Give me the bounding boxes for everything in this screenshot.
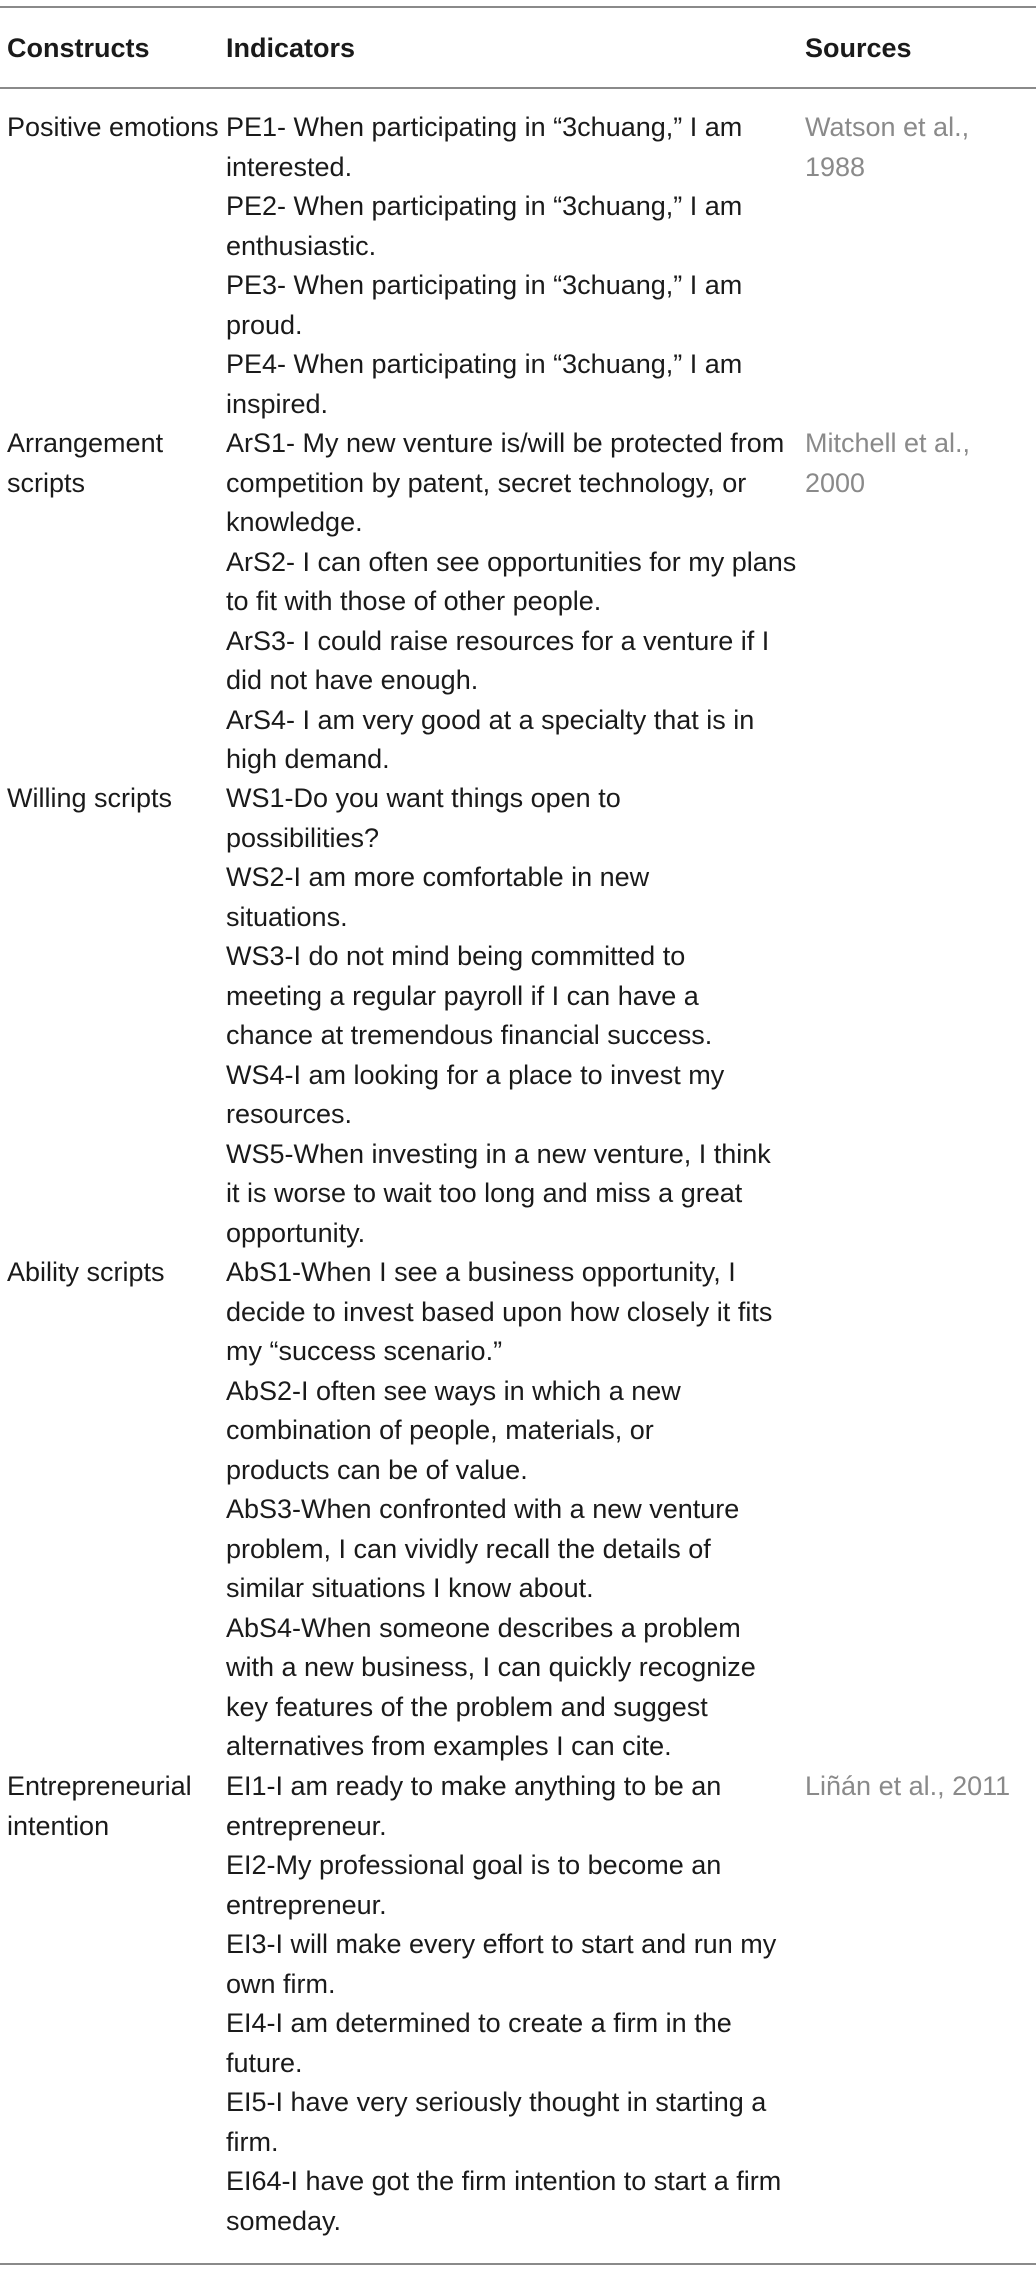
indicator-item: EI2-My professional goal is to become an entrepreneur. <box>226 1850 722 1920</box>
indicator-item: PE2- When participating in “3chuang,” I am enthusiastic. <box>226 191 743 261</box>
indicator-item: EI3-I will make every effort to start and run my own firm. <box>226 1929 777 1999</box>
indicator-item: AbS2-I often see ways in which a new combination of people, materials, or products can be of value. <box>226 1375 681 1485</box>
indicator-item: EI64-I have got the firm intention to start a firm someday. <box>226 2166 782 2236</box>
construct-cell: Ability scripts <box>7 1257 165 1287</box>
header-indicators: Indicators <box>226 33 356 63</box>
indicator-item: AbS1-When I see a business opportunity, I decide to invest based upon how closely it fits my “success scenario.” <box>226 1257 773 1366</box>
indicator-item: AbS3-When confronted with a new venture problem, I can vividly recall the details of similar situations I know about. <box>226 1494 740 1603</box>
indicator-item: PE1- When participating in “3chuang,” I am interested. <box>226 112 743 182</box>
indicator-item: WS2-I am more comfortable in new situations. <box>226 862 650 932</box>
table-body <box>0 108 1036 2267</box>
indicator-item: AbS4-When someone describes a problem with a new business, I can quickly recognize key features of the problem and suggest alternatives from examples I can cite. <box>226 1612 756 1761</box>
indicator-item: WS1-Do you want things open to possibilities? <box>226 783 621 853</box>
table-row <box>0 1253 1036 1767</box>
indicators-cell <box>226 108 805 424</box>
indicator-item: EI4-I am determined to create a firm in the future. <box>226 2008 732 2078</box>
indicator-item: ArS2- I can often see opportunities for my plans to fit with those of other people. <box>226 546 797 616</box>
table-row <box>0 108 1036 424</box>
indicator-item: WS3-I do not mind being committed to meeting a regular payroll if I can have a chance at tremendous financial success. <box>226 941 713 1050</box>
indicator-item: EI1-I am ready to make anything to be an entrepreneur. <box>226 1771 722 1841</box>
table-header-row <box>0 24 1036 72</box>
indicator-item: WS5-When investing in a new venture, I think it is worse to wait too long and miss a great opportunity. <box>226 1138 771 1248</box>
source-cell: Mitchell et al., 2000 <box>805 428 971 498</box>
indicators-cell <box>226 424 805 780</box>
construct-cell: Willing scripts <box>7 783 173 813</box>
construct-cell: Positive emotions <box>7 112 219 142</box>
indicators-cell <box>226 779 805 1253</box>
table-row <box>0 424 1036 779</box>
source-cell: Liñán et al., 2011 <box>805 1771 1011 1801</box>
indicator-item: WS4-I am looking for a place to invest my resources. <box>226 1059 725 1129</box>
indicator-item: PE3- When participating in “3chuang,” I am proud. <box>226 270 743 340</box>
table-row <box>0 779 1036 1253</box>
indicator-item: ArS4- I am very good at a specialty that is in high demand. <box>226 704 755 774</box>
indicator-item: ArS3- I could raise resources for a venture if I did not have enough. <box>226 625 770 695</box>
source-cell: Watson et al., 1988 <box>805 112 970 182</box>
header-sources: Sources <box>805 33 912 63</box>
table-top-rule <box>0 6 1036 8</box>
header-constructs: Constructs <box>7 33 150 63</box>
construct-cell: Entrepreneurial intention <box>7 1771 192 1841</box>
table-row <box>0 1767 1036 2267</box>
indicators-cell <box>226 1767 805 2241</box>
table-header-rule <box>0 87 1036 89</box>
table-bottom-rule <box>0 2263 1036 2265</box>
indicator-item: ArS1- My new venture is/will be protected from competition by patent, secret technology, or knowledge. <box>226 428 785 537</box>
indicators-cell <box>226 1253 805 1767</box>
construct-cell: Arrangement scripts <box>7 428 164 498</box>
indicator-item: EI5-I have very seriously thought in starting a firm. <box>226 2087 767 2157</box>
indicator-item: PE4- When participating in “3chuang,” I am inspired. <box>226 349 743 419</box>
